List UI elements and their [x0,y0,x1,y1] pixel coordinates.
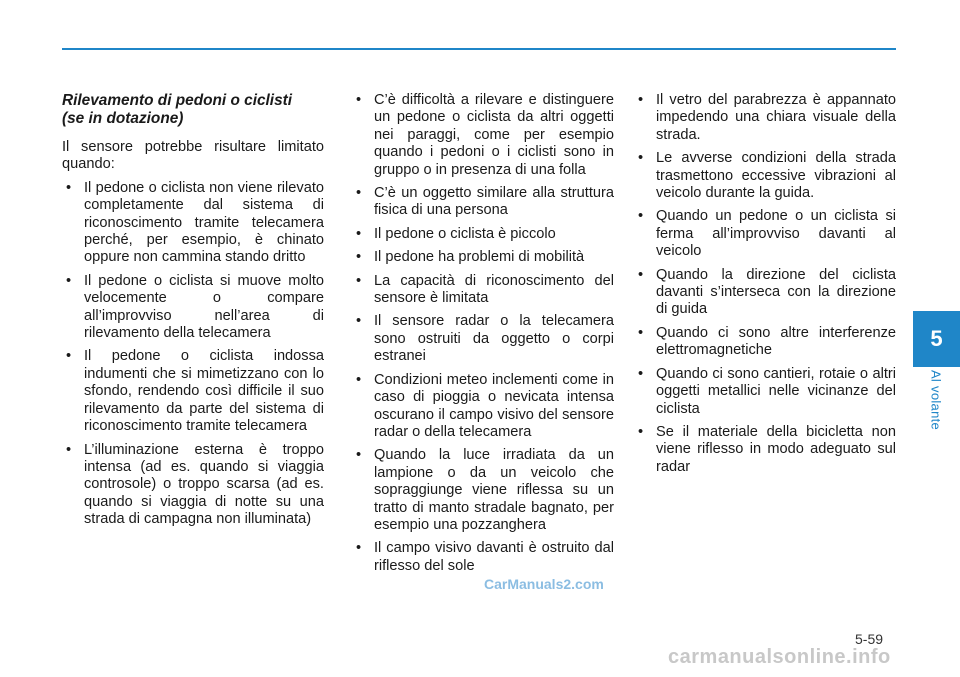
section-title-line1: Rilevamento di pedoni o ciclisti [62,92,293,109]
list-item: • Il sensore radar o la telecamera sono ostruiti da oggetto o corpi estranei [352,313,614,365]
list-item: • C’è difficoltà a rilevare e distinguere un pedone o ciclista da altri oggetti nei paraggi, come per esempio quando i pedoni o i ciclisti sono in gruppo o in presenza di una folla [352,92,614,179]
chapter-tab [913,311,960,367]
chapter-number: 5 [930,326,943,351]
list-item: • Il pedone o ciclista è piccolo [352,226,614,243]
bullet-list-left [62,180,324,529]
watermark-text: CarManuals2.com [484,576,604,592]
bullet-list-middle [352,92,614,575]
list-item: • Il vetro del parabrezza è appannato impedendo una chiara visuale della strada. [634,92,896,144]
list-item: • Quando ci sono altre interferenze elettromagnetiche [634,325,896,360]
list-item: • Il pedone o ciclista indossa indumenti che si mimetizzano con lo sfondo, rendendo così difficile il suo rilevamento da parte del sistema di riconoscimento tramite telecamera [62,348,324,435]
list-item: • Quando un pedone o un ciclista si ferma all’improvviso davanti al veicolo [634,208,896,260]
list-item: • Il pedone o ciclista non viene rilevato completamente dal sistema di riconoscimento tramite telecamera perché, per esempio, è chinato oppure non cammina stando dritto [62,180,324,267]
column-left [62,92,324,535]
list-item: • Il pedone o ciclista si muove molto velocemente o compare all’improvviso nell’area di rilevamento della telecamera [62,273,324,343]
footer-watermark: carmanualsonline.info [668,646,891,668]
list-item: • Se il materiale della bicicletta non viene riflesso in modo adeguato sul radar [634,424,896,476]
section-title-line2: (se in dotazione) [62,110,184,127]
column-right [634,92,896,482]
chapter-label: Al volante [928,369,944,431]
list-item: • La capacità di riconoscimento del sensore è limitata [352,273,614,308]
list-item: • Quando la luce irradiata da un lampione o da un veicolo che sopraggiunge viene riflessa su un tratto di manto stradale bagnato, per esempio una pozzanghera [352,447,614,534]
list-item: • Le avverse condizioni della strada trasmettono eccessive vibrazioni al veicolo durante la guida. [634,150,896,202]
list-item: • Il campo visivo davanti è ostruito dal riflesso del sole [352,540,614,575]
column-middle [352,92,614,581]
page-number: 5-59 [855,631,884,647]
list-item: • Condizioni meteo inclementi come in caso di pioggia o nevicata intensa oscurano il campo visivo del sensore radar o della telecamera [352,372,614,442]
list-item: • C’è un oggetto similare alla struttura fisica di una persona [352,185,614,220]
list-item: • Il pedone ha problemi di mobilità [352,249,614,266]
section-title [62,92,324,128]
bullet-list-right [634,92,896,476]
list-item: • L’illuminazione esterna è troppo intensa (ad es. quando si viaggia controsole) o troppo scarsa (ad es. quando si viaggia di notte su una strada di campagna non illuminata) [62,442,324,529]
list-item: • Quando la direzione del ciclista davanti s’interseca con la direzione di guida [634,267,896,319]
list-item: • Quando ci sono cantieri, rotaie o altri oggetti metallici nelle vicinanze del ciclista [634,366,896,418]
section-intro: Il sensore potrebbe risultare limitato quando: [62,139,324,173]
header-rule [62,48,896,50]
